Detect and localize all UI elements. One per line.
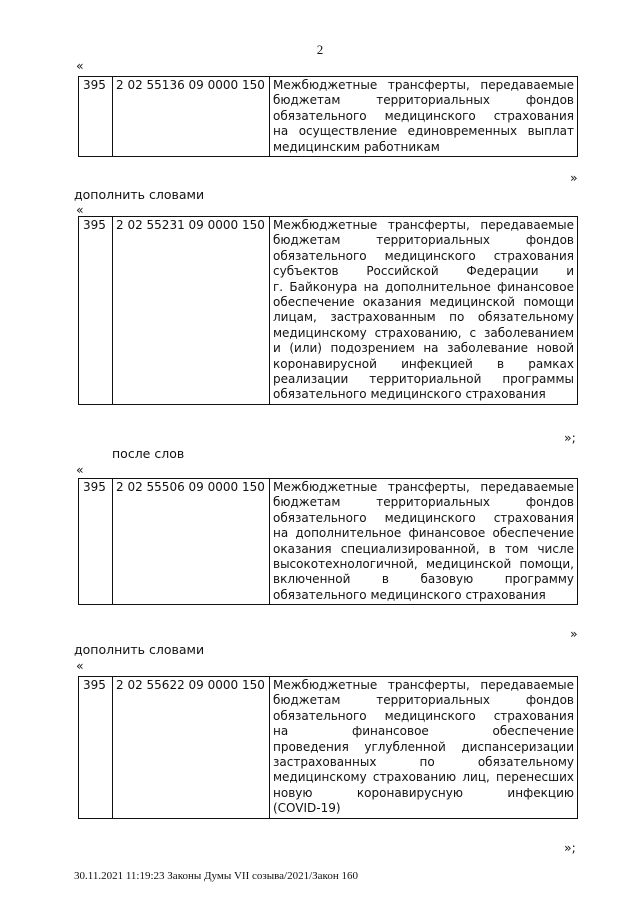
description-line: обязательного медицинского страхования (273, 587, 546, 602)
kbk-code: 2 02 55231 09 0000 150 (113, 217, 270, 405)
description-line: бюджетам территориальных фондов (273, 93, 574, 108)
description-line: застрахованных по обязательному (273, 755, 574, 770)
description (270, 479, 578, 605)
page-number: 2 (316, 42, 324, 57)
description (270, 677, 578, 819)
close-quote: » (570, 170, 578, 185)
open-quote: « (76, 58, 84, 73)
description (270, 77, 578, 157)
description-line: субъектов Российской Федерации и (273, 264, 574, 279)
description-line: бюджетам территориальных фондов (273, 495, 574, 510)
open-quote: « (76, 462, 84, 477)
kbk-code: 2 02 55136 09 0000 150 (113, 77, 270, 157)
kbk-code: 2 02 55622 09 0000 150 (113, 677, 270, 819)
budget-table-row-3 (78, 478, 578, 605)
instruction-text: дополнить словами (74, 187, 205, 202)
budget-table-row-4 (78, 676, 578, 819)
instruction-text: после слов (112, 446, 185, 461)
budget-table-row-1 (78, 76, 578, 157)
description-line: высокотехнологичной, медицинской помощи, (273, 557, 574, 572)
description-line: обязательного медицинского страхования (273, 510, 574, 525)
budget-table-row-2 (78, 216, 578, 405)
description-line: обязательного медицинского страхования (273, 108, 574, 123)
description-line: Межбюджетные трансферты, передаваемые (273, 78, 574, 92)
description-line: обеспечение оказания медицинской помощи (273, 295, 574, 310)
description-line: коронавирусной инфекцией в рамках (273, 356, 574, 371)
description-line: медицинскому страхованию, с заболеванием (273, 325, 574, 340)
description-line: лицам, застрахованным по обязательному (273, 310, 574, 325)
description-line: Межбюджетные трансферты, передаваемые (273, 480, 574, 494)
description-line: медицинским работникам (273, 139, 440, 154)
description-line: обязательного медицинского страхования (273, 387, 546, 402)
description-line: обязательного медицинского страхования (273, 248, 574, 263)
description-line: бюджетам территориальных фондов (273, 693, 574, 708)
close-quote: »; (564, 430, 576, 445)
admin-code: 395 (79, 479, 113, 605)
description-line: новую коронавирусную инфекцию (273, 785, 574, 800)
description-line: и (или) подозрением на заболевание новой (273, 341, 574, 356)
description-line: Межбюджетные трансферты, передаваемые (273, 218, 574, 232)
close-quote: »; (564, 840, 576, 855)
description-line: на дополнительное финансовое обеспечение (273, 526, 574, 541)
description-line: проведения углубленной диспансеризации (273, 739, 574, 754)
admin-code: 395 (79, 217, 113, 405)
kbk-code: 2 02 55506 09 0000 150 (113, 479, 270, 605)
description-line: обязательного медицинского страхования (273, 708, 574, 723)
description-line: оказания специализированной, в том числе (273, 541, 574, 556)
document-footer: 30.11.2021 11:19:23 Законы Думы VII созыва/2021/Закон 160 (74, 870, 358, 882)
open-quote: « (76, 658, 84, 673)
description-line: Межбюджетные трансферты, передаваемые (273, 678, 574, 692)
open-quote: « (76, 202, 84, 217)
description-line: медицинскому страхованию лиц, перенесших (273, 770, 574, 785)
instruction-text: дополнить словами (74, 642, 205, 657)
description-line: на осуществление единовременных выплат (273, 124, 574, 139)
description (270, 217, 578, 405)
description-line: г. Байконура на дополнительное финансовое (273, 279, 574, 294)
admin-code: 395 (79, 77, 113, 157)
close-quote: » (570, 626, 578, 641)
description-line: включенной в базовую программу (273, 572, 574, 587)
description-line: на финансовое обеспечение (273, 724, 574, 739)
description-line: реализации территориальной программы (273, 372, 574, 387)
description-line: бюджетам территориальных фондов (273, 233, 574, 248)
admin-code: 395 (79, 677, 113, 819)
description-line: (COVID-19) (273, 801, 341, 816)
